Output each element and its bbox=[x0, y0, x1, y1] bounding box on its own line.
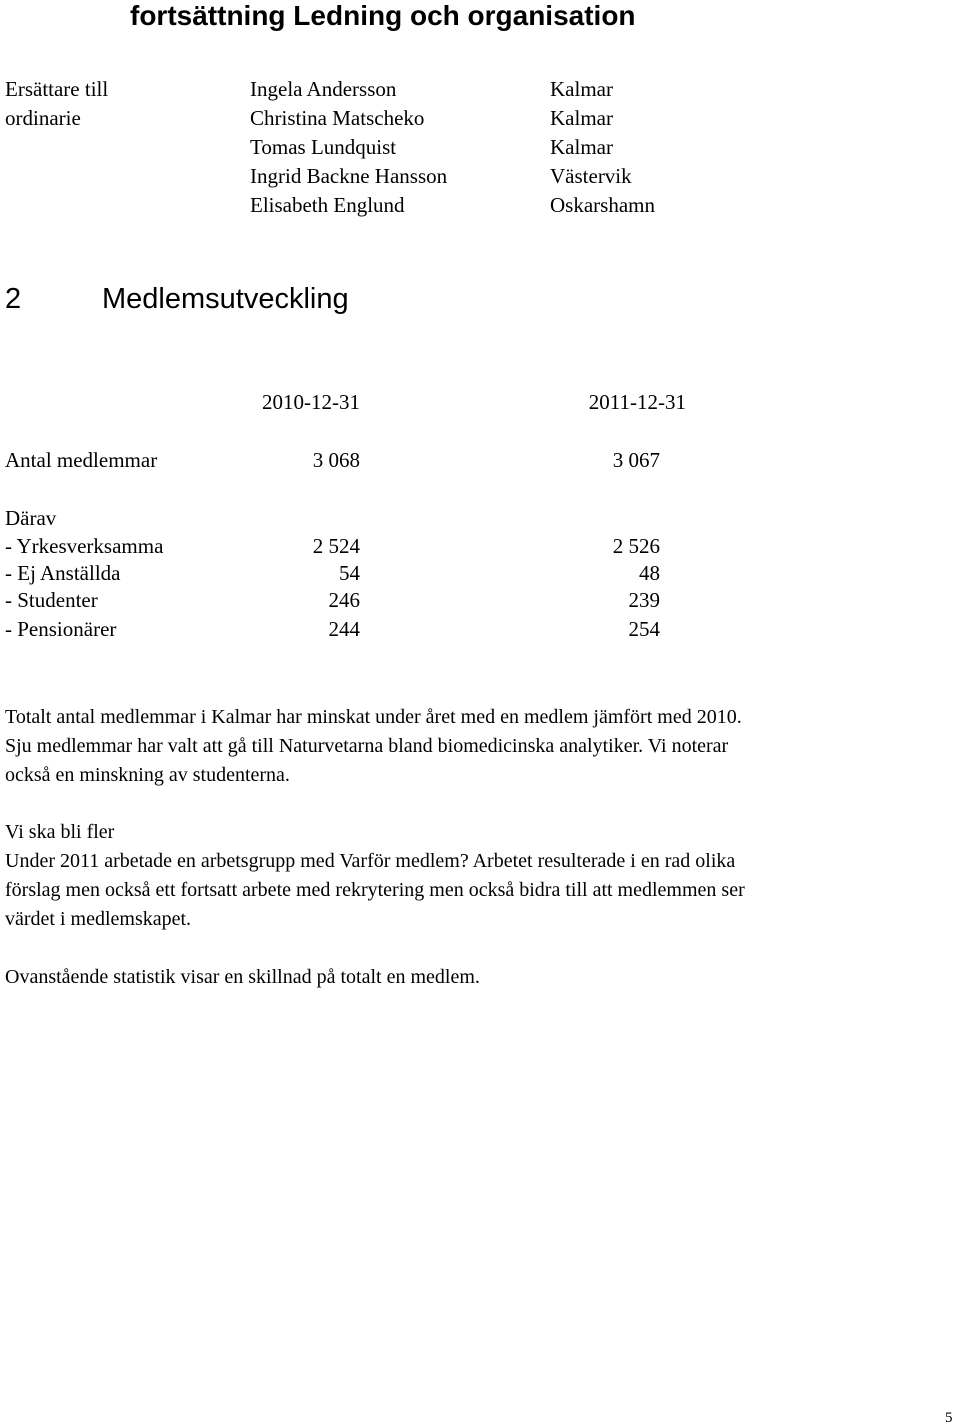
stats-row-label: - Ej Anställda bbox=[5, 561, 121, 585]
substitute-place: Kalmar bbox=[550, 77, 613, 101]
paragraph-line: Sju medlemmar har valt att gå till Naturvetarna bland biomedicinska analytiker. Vi noterar bbox=[5, 735, 729, 757]
stats-row-2010: 2 524 bbox=[312, 534, 360, 558]
substitute-name: Elisabeth Englund bbox=[250, 193, 405, 217]
substitute-place: Västervik bbox=[550, 164, 632, 188]
stats-row-2011: 254 bbox=[628, 617, 660, 641]
stats-row-2011: 48 bbox=[639, 561, 660, 585]
paragraph-line: Under 2011 arbetade en arbetsgrupp med Varför medlem? Arbetet resulterade i en rad olika bbox=[5, 850, 736, 872]
stats-row-label: - Studenter bbox=[5, 588, 98, 612]
substitute-name: Tomas Lundquist bbox=[250, 135, 397, 159]
stats-of-which-label: Därav bbox=[5, 506, 57, 530]
subheading-vi-ska-bli-fler: Vi ska bli fler bbox=[5, 821, 115, 843]
stats-row-label: - Pensionärer bbox=[5, 617, 117, 641]
stats-total-label: Antal medlemmar bbox=[5, 448, 158, 472]
stats-row-2010: 244 bbox=[328, 617, 360, 641]
substitutes-label-line1: Ersättare till bbox=[5, 77, 109, 101]
substitutes-label-line2: ordinarie bbox=[5, 106, 81, 130]
substitute-name: Ingela Andersson bbox=[250, 77, 397, 101]
substitute-name: Ingrid Backne Hansson bbox=[250, 164, 448, 188]
substitute-name: Christina Matscheko bbox=[250, 106, 425, 130]
section-number: 2 bbox=[5, 283, 22, 315]
paragraph-line: Totalt antal medlemmar i Kalmar har minskat under året med en medlem jämfört med 2010. bbox=[5, 706, 742, 728]
page-number: 5 bbox=[945, 1410, 953, 1426]
stats-row-label: - Yrkesverksamma bbox=[5, 534, 164, 558]
paragraph-membership-change bbox=[5, 703, 905, 790]
paragraph-line: också en minskning av studenterna. bbox=[5, 764, 290, 786]
paragraph-working-group bbox=[5, 847, 905, 934]
paragraph-line: värdet i medlemskapet. bbox=[5, 908, 192, 930]
stats-row-2011: 239 bbox=[628, 588, 660, 612]
page-title: fortsättning Ledning och organisation bbox=[130, 0, 636, 31]
stats-row-2010: 54 bbox=[339, 561, 360, 585]
stats-row-2010: 246 bbox=[328, 588, 360, 612]
substitute-place: Oskarshamn bbox=[550, 193, 655, 217]
paragraph-statistics-summary: Ovanstående statistik visar en skillnad på totalt en medlem. bbox=[5, 966, 480, 988]
paragraph-line: förslag men också ett fortsatt arbete med rekrytering men också bidra till att medlemmen ser bbox=[5, 879, 745, 901]
substitute-place: Kalmar bbox=[550, 135, 613, 159]
stats-date-2010: 2010-12-31 bbox=[262, 390, 360, 414]
stats-date-2011: 2011-12-31 bbox=[588, 390, 686, 414]
stats-row-2011: 2 526 bbox=[612, 534, 660, 558]
section-heading bbox=[5, 281, 349, 317]
section-title: Medlemsutveckling bbox=[102, 283, 349, 315]
stats-total-2011: 3 067 bbox=[612, 448, 660, 472]
substitute-place: Kalmar bbox=[550, 106, 613, 130]
stats-total-2010: 3 068 bbox=[312, 448, 360, 472]
